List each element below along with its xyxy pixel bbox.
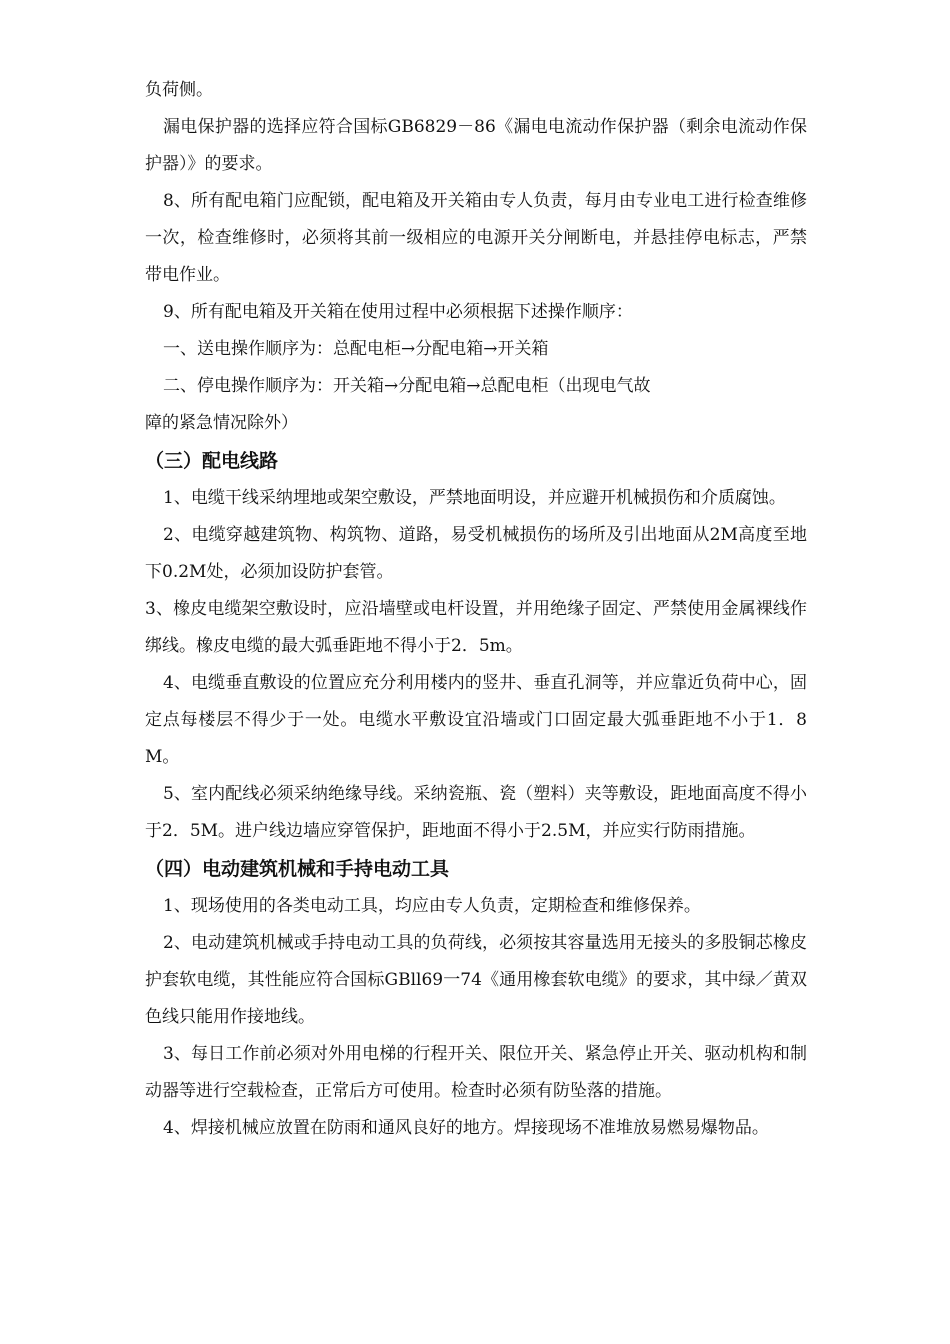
document-page	[145, 72, 807, 1147]
paragraph-line-item-2: 2、电缆穿越建筑物、构筑物、道路，易受机械损伤的场所及引出地面从2M高度至地下0.2M处，必须加设防护套管。	[145, 525, 807, 582]
section-heading-distribution-lines: （三）配电线路	[145, 450, 279, 472]
paragraph-line-item-4: 4、电缆垂直敷设的位置应充分利用楼内的竖井、垂直孔洞等，并应靠近负荷中心，固定点每楼层不得少于一处。电缆水平敷设宜沿墙或门口固定最大弧垂距地不小于1．8M。	[145, 673, 807, 767]
paragraph-tool-item-3: 3、每日工作前必须对外用电梯的行程开关、限位开关、紧急停止开关、驱动机构和制动器等进行空载检查，正常后方可使用。检查时必须有防坠落的措施。	[145, 1044, 807, 1101]
paragraph-leakage-protector: 漏电保护器的选择应符合国标GB6829－86《漏电电流动作保护器（剩余电流动作保护器）》的要求。	[145, 117, 807, 174]
section-heading-electric-tools: （四）电动建筑机械和手持电动工具	[145, 858, 450, 880]
paragraph-item-9: 9、所有配电箱及开关箱在使用过程中必须根据下述操作顺序：	[163, 302, 633, 322]
paragraph-tool-item-1: 1、现场使用的各类电动工具，均应由专人负责，定期检查和维修保养。	[163, 896, 701, 916]
paragraph-continuation: 负荷侧。	[145, 80, 213, 100]
paragraph-line-item-1: 1、电缆干线采纳埋地或架空敷设，严禁地面明设，并应避开机械损伤和介质腐蚀。	[163, 488, 786, 508]
paragraph-tool-item-4: 4、焊接机械应放置在防雨和通风良好的地方。焊接现场不准堆放易燃易爆物品。	[163, 1118, 769, 1138]
paragraph-power-off-sequence: 二、停电操作顺序为：开关箱→分配电箱→总配电柜（出现电气故	[163, 376, 651, 396]
paragraph-line-item-5: 5、室内配线必须采纳绝缘导线。采纳瓷瓶、瓷（塑料）夹等敷设，距地面高度不得小于2．5M。进户线边墙应穿管保护，距地面不得小于2.5M，并应实行防雨措施。	[145, 784, 807, 841]
paragraph-power-off-sequence-cont: 障的紧急情况除外）	[145, 413, 298, 433]
paragraph-item-8: 8、所有配电箱门应配锁，配电箱及开关箱由专人负责，每月由专业电工进行检查维修一次，检查维修时，必须将其前一级相应的电源开关分闸断电，并悬挂停电标志，严禁带电作业。	[145, 191, 807, 285]
paragraph-line-item-3: 3、橡皮电缆架空敷设时，应沿墙壁或电杆设置，并用绝缘子固定、严禁使用金属裸线作绑线。橡皮电缆的最大弧垂距地不得小于2．5m。	[145, 599, 807, 656]
paragraph-power-on-sequence: 一、送电操作顺序为：总配电柜→分配电箱→开关箱	[163, 339, 549, 359]
paragraph-tool-item-2: 2、电动建筑机械或手持电动工具的负荷线，必须按其容量选用无接头的多股铜芯橡皮护套软电缆，其性能应符合国标GBll69一74《通用橡套软电缆》的要求，其中绿／黄双色线只能用作接地线。	[145, 933, 807, 1027]
